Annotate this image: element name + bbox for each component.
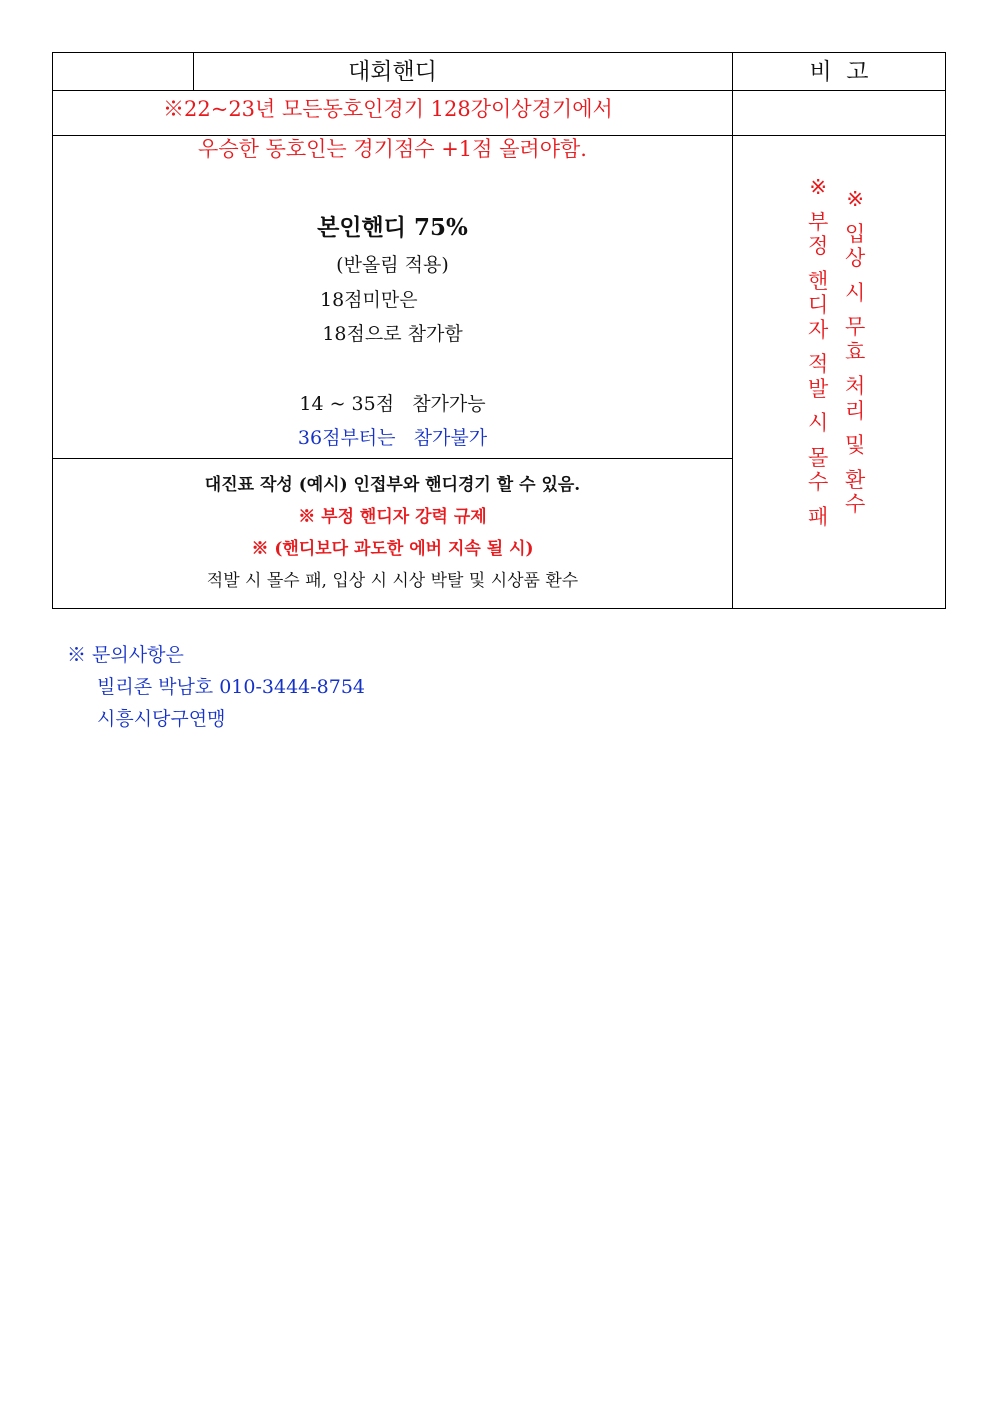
remark-char: 환 bbox=[845, 467, 866, 492]
remark-char: ※ bbox=[846, 187, 864, 211]
header-right: 비 고 bbox=[809, 59, 869, 85]
remark-char: 부 bbox=[808, 209, 829, 234]
under18-line-1: 18점미만은 bbox=[320, 289, 418, 311]
rule-line-3: ※ (핸디보다 과도한 에버 지속 될 시) bbox=[251, 539, 534, 559]
contact-org: 시흥시당구연맹 bbox=[97, 708, 226, 730]
handicap-title: 본인핸디 75% bbox=[317, 214, 468, 241]
divider-rules bbox=[53, 458, 732, 459]
remark-column-2 bbox=[845, 187, 865, 517]
divider-main bbox=[732, 53, 733, 608]
under18-line-2: 18점으로 참가함 bbox=[322, 323, 463, 345]
remark-char: ※ bbox=[809, 175, 827, 199]
remark-char: 입 bbox=[845, 221, 866, 246]
remark-char: 핸 bbox=[808, 268, 829, 293]
remark-char: 디 bbox=[808, 293, 829, 317]
rule-line-1: 대진표 작성 (예시) 인접부와 핸디경기 할 수 있음. bbox=[204, 475, 581, 495]
remark-char: 상 bbox=[845, 246, 866, 270]
remark-char: 몰 bbox=[808, 445, 829, 470]
remark-char: 리 bbox=[845, 398, 866, 423]
remark-char: 적 bbox=[808, 352, 829, 376]
rule-line-2: ※ 부정 핸디자 강력 규제 bbox=[298, 507, 487, 527]
remark-char: 효 bbox=[845, 339, 866, 364]
remark-char: 수 bbox=[845, 492, 866, 516]
divider-header bbox=[53, 90, 945, 91]
remark-char: 수 bbox=[808, 470, 829, 494]
rounding-note: (반올림 적용) bbox=[336, 254, 449, 276]
allowed-range: 14 ~ 35점 참가가능 bbox=[299, 393, 486, 415]
contact-phone: 빌리존 박남호 010-3444-8754 bbox=[97, 676, 366, 698]
remark-char: 발 bbox=[808, 376, 829, 401]
handicap-table bbox=[52, 52, 946, 609]
rule-line-4: 적발 시 몰수 패, 입상 시 시상 박탈 및 시상품 환수 bbox=[206, 571, 579, 591]
remark-char: 시 bbox=[808, 411, 829, 435]
remark-column-1 bbox=[808, 175, 828, 529]
remark-char: 정 bbox=[808, 234, 829, 258]
remark-char: 처 bbox=[845, 374, 866, 398]
remark-char: 및 bbox=[845, 433, 866, 457]
remark-char: 무 bbox=[845, 315, 866, 339]
remark-char: 시 bbox=[845, 280, 866, 305]
notice-line-2: 우승한 동호인는 경기점수 +1점 올려야함. bbox=[198, 137, 587, 161]
header-left: 대회핸디 bbox=[348, 59, 437, 85]
remark-char: 자 bbox=[808, 317, 829, 342]
notice-line-1: ※22~23년 모든동호인경기 128강이상경기에서 bbox=[163, 97, 613, 121]
contact-title: ※ 문의사항은 bbox=[67, 644, 184, 666]
over36-notice: 36점부터는 참가불가 bbox=[297, 427, 488, 449]
remark-char: 패 bbox=[808, 504, 829, 529]
